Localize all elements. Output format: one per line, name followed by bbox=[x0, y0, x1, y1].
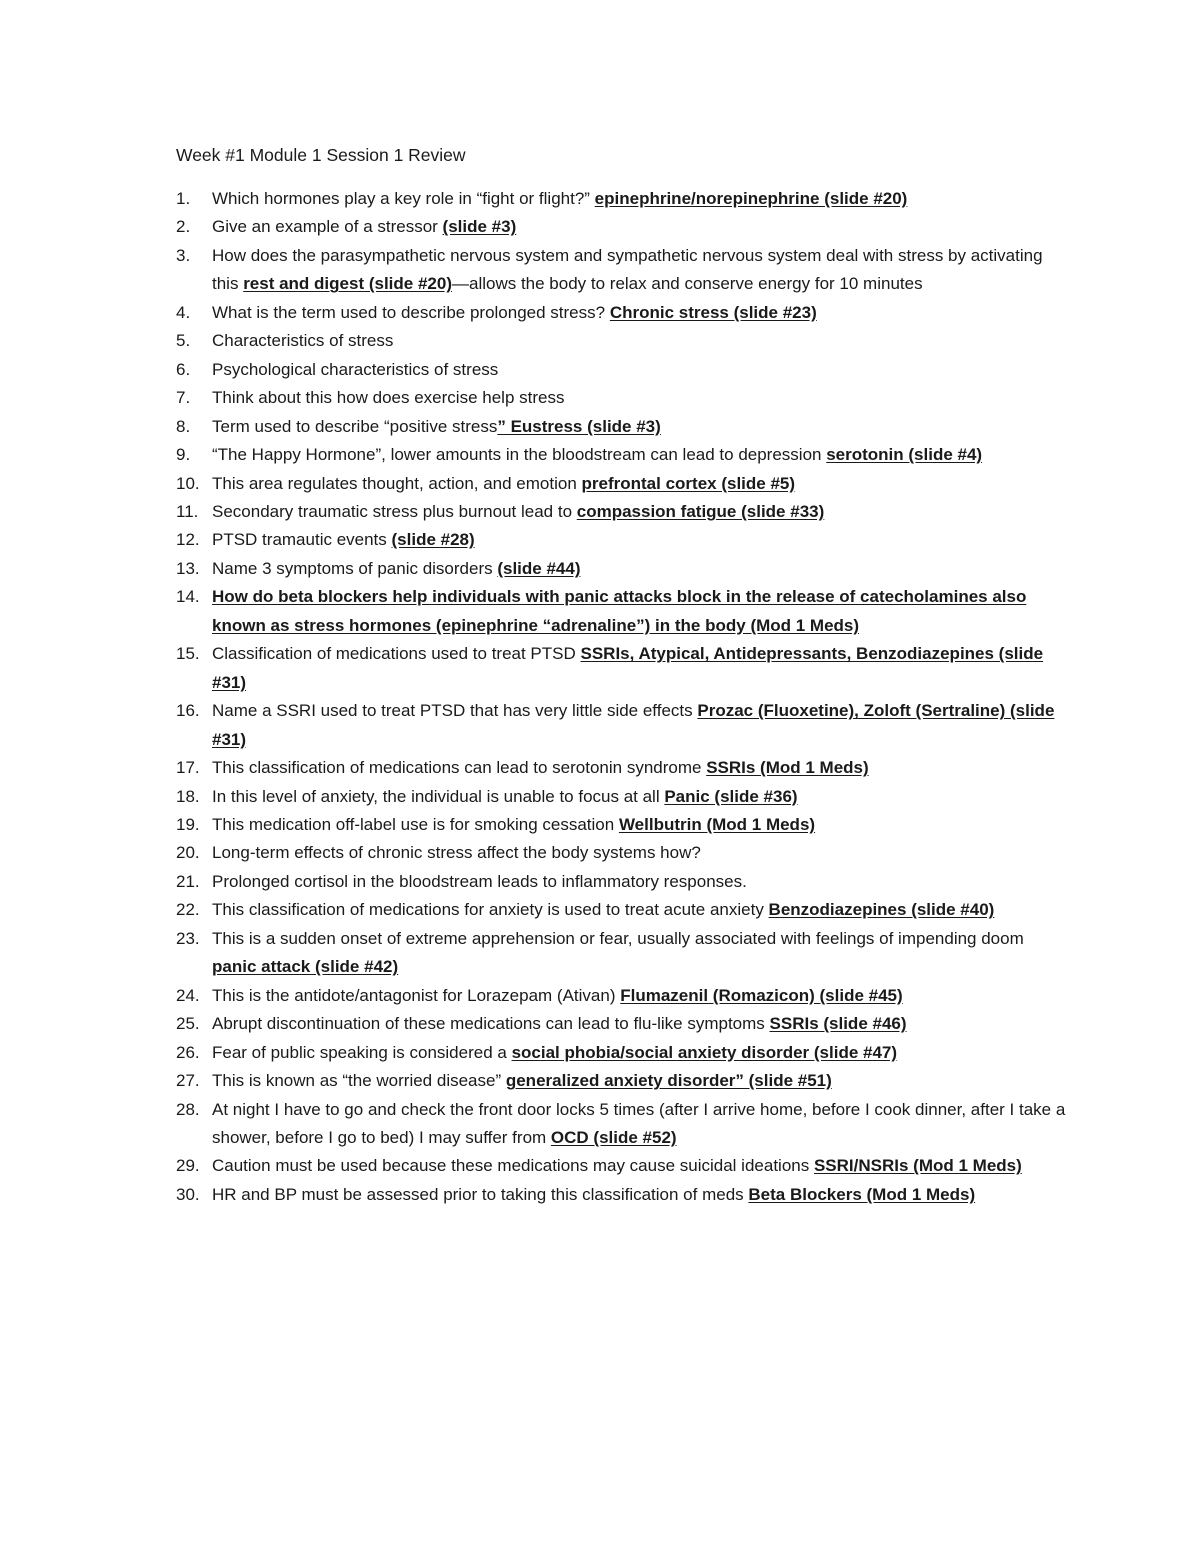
answer-text: rest and digest (slide #20) bbox=[243, 274, 452, 294]
question-number: 6. bbox=[176, 359, 191, 379]
question-number: 16. bbox=[176, 701, 200, 721]
answer-text: social phobia/social anxiety disorder (slide #47) bbox=[511, 1042, 898, 1062]
question-item bbox=[176, 185, 1066, 213]
question-item bbox=[176, 1096, 1066, 1153]
question-item bbox=[176, 697, 1066, 754]
answer-text: generalized anxiety disorder” (slide #51) bbox=[505, 1071, 832, 1091]
question-text: This is a sudden onset of extreme apprehension or fear, usually associated with feelings of impending doom bbox=[212, 928, 1024, 948]
question-number: 11. bbox=[176, 501, 199, 521]
question-number: 30. bbox=[176, 1184, 200, 1204]
question-number: 2. bbox=[176, 217, 191, 237]
question-text: Fear of public speaking is considered a bbox=[212, 1042, 512, 1062]
question-number: 9. bbox=[176, 445, 191, 465]
question-number: 17. bbox=[176, 758, 200, 778]
question-text: Abrupt discontinuation of these medications can lead to flu-like symptoms bbox=[212, 1014, 770, 1034]
answer-text: (slide #44) bbox=[497, 558, 581, 578]
answer-text: OCD (slide #52) bbox=[550, 1127, 677, 1147]
question-text: Long-term effects of chronic stress affect the body systems how? bbox=[212, 843, 701, 863]
question-item bbox=[176, 1010, 1066, 1038]
question-item bbox=[176, 327, 1066, 355]
question-text: Psychological characteristics of stress bbox=[212, 359, 499, 379]
question-item bbox=[176, 498, 1066, 526]
question-text: At night I have to go and check the front door locks 5 times (after I arrive home, before I cook dinner, after I take a shower, before I go to bed) I may suffer from bbox=[212, 1099, 1066, 1147]
question-number: 12. bbox=[176, 530, 200, 550]
question-item bbox=[176, 811, 1066, 839]
question-text: In this level of anxiety, the individual is unable to focus at all bbox=[212, 786, 665, 806]
question-number: 1. bbox=[176, 189, 191, 208]
question-text: Prolonged cortisol in the bloodstream leads to inflammatory responses. bbox=[212, 871, 747, 891]
question-item bbox=[176, 583, 1066, 640]
question-text: This is the antidote/antagonist for Lorazepam (Ativan) bbox=[212, 985, 621, 1005]
question-number: 13. bbox=[176, 558, 200, 578]
question-text: HR and BP must be assessed prior to taking this classification of meds bbox=[212, 1184, 749, 1204]
question-number: 10. bbox=[176, 473, 200, 493]
answer-text: How do beta blockers help individuals with panic attacks block in the release of catecholamines also known as stress hormones (epinephrine “adrenaline”) in the body (Mod 1 Meds) bbox=[212, 587, 1027, 635]
question-text: This classification of medications can lead to serotonin syndrome bbox=[212, 758, 707, 778]
question-text: Name 3 symptoms of panic disorders bbox=[212, 558, 498, 578]
question-item bbox=[176, 1067, 1066, 1095]
answer-text: (slide #3) bbox=[442, 217, 517, 237]
question-number: 24. bbox=[176, 985, 200, 1005]
question-item bbox=[176, 754, 1066, 782]
question-number: 14. bbox=[176, 587, 200, 607]
question-text: This is known as “the worried disease” bbox=[212, 1071, 506, 1091]
question-item bbox=[176, 384, 1066, 412]
question-text: PTSD tramautic events bbox=[212, 530, 392, 550]
answer-text: SSRIs, Atypical, Antidepressants, Benzodiazepines (slide #31) bbox=[212, 644, 1044, 692]
answer-text: ” Eustress (slide #3) bbox=[497, 416, 661, 436]
answer-text: SSRIs (slide #46) bbox=[769, 1014, 907, 1034]
document-title: Week #1 Module 1 Session 1 Review bbox=[176, 145, 466, 165]
question-item bbox=[176, 413, 1066, 441]
question-item bbox=[176, 555, 1066, 583]
answer-text: SSRIs (Mod 1 Meds) bbox=[706, 758, 869, 778]
question-item bbox=[176, 783, 1066, 811]
question-item bbox=[176, 470, 1066, 498]
question-continuation: —allows the body to relax and conserve energy for 10 minutes bbox=[451, 274, 923, 294]
question-number: 15. bbox=[176, 644, 200, 664]
question-text: This area regulates thought, action, and emotion bbox=[212, 473, 582, 493]
question-item bbox=[176, 925, 1066, 982]
answer-text: Panic (slide #36) bbox=[664, 786, 798, 806]
question-text: Think about this how does exercise help stress bbox=[212, 388, 565, 408]
question-item bbox=[176, 896, 1066, 924]
question-number: 25. bbox=[176, 1014, 200, 1034]
question-text: Term used to describe “positive stress bbox=[212, 416, 498, 436]
question-text: Secondary traumatic stress plus burnout lead to bbox=[212, 501, 577, 521]
question-item bbox=[176, 982, 1066, 1010]
question-number: 7. bbox=[176, 388, 191, 408]
question-item bbox=[176, 441, 1066, 469]
answer-text: SSRI/NSRIs (Mod 1 Meds) bbox=[813, 1156, 1022, 1176]
question-text: This medication off-label use is for smoking cessation bbox=[212, 814, 619, 834]
question-item bbox=[176, 640, 1066, 697]
question-text: Classification of medications used to treat PTSD bbox=[212, 644, 581, 664]
question-text: Characteristics of stress bbox=[212, 331, 394, 351]
question-number: 22. bbox=[176, 900, 200, 920]
question-number: 28. bbox=[176, 1099, 200, 1119]
answer-text: serotonin (slide #4) bbox=[826, 445, 983, 465]
answer-text: Beta Blockers (Mod 1 Meds) bbox=[748, 1184, 976, 1204]
question-item bbox=[176, 356, 1066, 384]
question-number: 3. bbox=[176, 245, 191, 265]
question-text: How does the parasympathetic nervous system and sympathetic nervous system deal with stress by activating this bbox=[212, 245, 1043, 294]
question-number: 23. bbox=[176, 928, 200, 948]
question-item bbox=[176, 526, 1066, 554]
question-item bbox=[176, 839, 1066, 867]
answer-text: panic attack (slide #42) bbox=[212, 957, 399, 977]
answer-text: Prozac (Fluoxetine), Zoloft (Sertraline) (slide #31) bbox=[212, 701, 1055, 749]
question-text: “The Happy Hormone”, lower amounts in the bloodstream can lead to depression bbox=[212, 445, 827, 465]
answer-text: epinephrine/norepinephrine (slide #20) bbox=[594, 189, 908, 208]
question-number: 20. bbox=[176, 843, 200, 863]
question-item bbox=[176, 1039, 1066, 1067]
question-number: 5. bbox=[176, 331, 191, 351]
answer-text: Chronic stress (slide #23) bbox=[609, 302, 817, 322]
question-number: 29. bbox=[176, 1156, 200, 1176]
answer-text: Wellbutrin (Mod 1 Meds) bbox=[618, 814, 816, 834]
question-text: This classification of medications for anxiety is used to treat acute anxiety bbox=[212, 900, 769, 920]
question-number: 21. bbox=[176, 871, 200, 891]
question-text: Name a SSRI used to treat PTSD that has very little side effects bbox=[212, 701, 698, 721]
answer-text: prefrontal cortex (slide #5) bbox=[581, 473, 796, 493]
question-text: What is the term used to describe prolonged stress? bbox=[212, 302, 610, 322]
question-item bbox=[176, 213, 1066, 241]
question-number: 8. bbox=[176, 416, 191, 436]
answer-text: (slide #28) bbox=[391, 530, 475, 550]
question-number: 19. bbox=[176, 814, 200, 834]
question-number: 4. bbox=[176, 302, 191, 322]
question-item bbox=[176, 299, 1066, 327]
question-item bbox=[176, 242, 1066, 299]
answer-text: Flumazenil (Romazicon) (slide #45) bbox=[620, 985, 903, 1005]
answer-text: compassion fatigue (slide #33) bbox=[576, 501, 825, 521]
question-list bbox=[176, 185, 1066, 1209]
question-number: 18. bbox=[176, 786, 200, 806]
answer-text: Benzodiazepines (slide #40) bbox=[768, 900, 995, 920]
question-text: Which hormones play a key role in “fight or flight?” bbox=[212, 189, 595, 208]
question-text: Caution must be used because these medications may cause suicidal ideations bbox=[212, 1156, 814, 1176]
question-text: Give an example of a stressor bbox=[212, 217, 443, 237]
question-item bbox=[176, 868, 1066, 896]
question-number: 27. bbox=[176, 1071, 200, 1091]
question-item bbox=[176, 1152, 1066, 1180]
question-item bbox=[176, 1181, 1066, 1209]
question-number: 26. bbox=[176, 1042, 200, 1062]
